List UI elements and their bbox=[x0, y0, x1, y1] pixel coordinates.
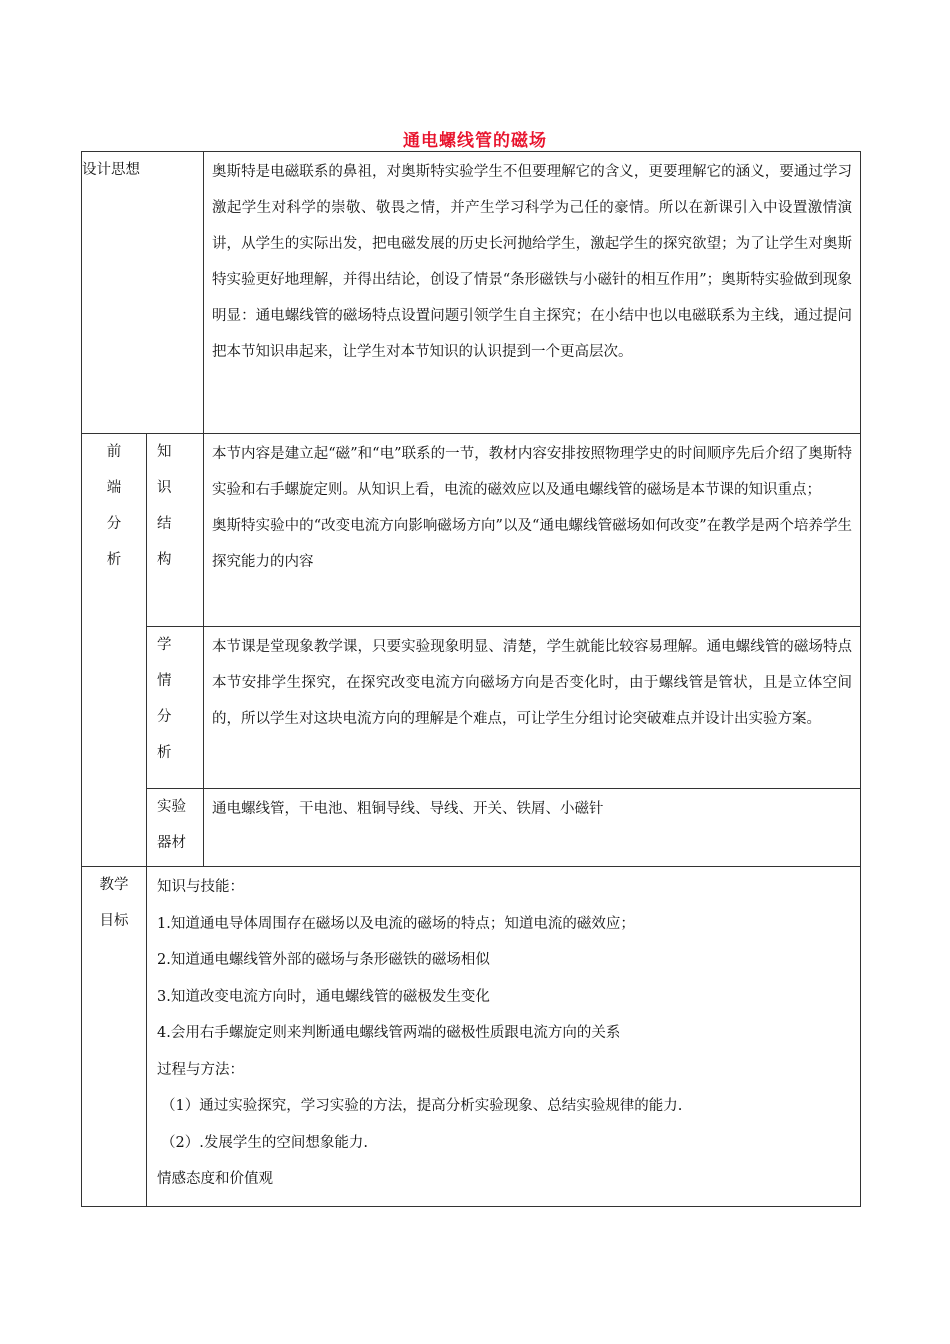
students-row bbox=[82, 627, 861, 789]
equipment-row bbox=[82, 789, 861, 867]
front-label-char: 端 bbox=[106, 480, 122, 496]
front-label-char: 分 bbox=[106, 516, 122, 532]
knowledge-paragraph-2: 奥斯特实验中的“改变电流方向影响磁场方向”以及“通电螺线管磁场如何改变”在教学是两个培养学生探究能力的内容 bbox=[212, 518, 852, 570]
knowledge-paragraph-1: 本节内容是建立起“磁”和“电”联系的一节，教材内容安排按照物理学史的时间顺序先后介绍了奥斯特实验和右手螺旋定则。从知识上看，电流的磁效应以及通电螺线管的磁场是本节课的知识重点； bbox=[212, 446, 852, 498]
equipment-text: 通电螺线管，干电池、粗铜导线、导线、开关、铁屑、小磁针 bbox=[212, 801, 604, 817]
knowledge-label bbox=[147, 434, 204, 627]
students-label bbox=[147, 627, 204, 789]
knowledge-label-char: 知 bbox=[157, 444, 172, 460]
equipment-label-line: 器材 bbox=[157, 835, 186, 851]
page-title: 通电螺线管的磁场 bbox=[403, 131, 547, 151]
goals-item: 4.会用右手螺旋定则来判断通电螺线管两端的磁极性质跟电流方向的关系 bbox=[157, 1025, 621, 1041]
goals-heading-process: 过程与方法： bbox=[157, 1061, 244, 1078]
lesson-plan-table bbox=[81, 151, 861, 1207]
students-text: 本节课是堂现象教学课，只要实验现象明显、清楚，学生就能比较容易理解。通电螺线管的磁场特点本节安排学生探究，在探究改变电流方向磁场方向是否变化时，由于螺线管是管状，且是立体空间的，所以学生对这块电流方向的理解是个难点，可让学生分组讨论突破难点并设计出实验方案。 bbox=[212, 639, 852, 727]
design-label: 设计思想 bbox=[82, 152, 204, 434]
goals-cell bbox=[147, 867, 861, 1207]
goals-heading-knowledge: 知识与技能： bbox=[157, 879, 244, 895]
students-label-char: 学 bbox=[157, 637, 172, 653]
goals-row bbox=[82, 867, 861, 1207]
equipment-label bbox=[147, 789, 204, 867]
equipment-cell bbox=[204, 789, 861, 867]
knowledge-label-char: 构 bbox=[157, 552, 172, 568]
goals-heading-attitude: 情感态度和价值观 bbox=[157, 1171, 273, 1187]
knowledge-label-char: 结 bbox=[157, 516, 172, 532]
front-analysis-label bbox=[82, 434, 147, 867]
front-label-char: 析 bbox=[106, 552, 122, 568]
goals-label-line: 教学 bbox=[99, 877, 129, 893]
goals-label bbox=[82, 867, 147, 1207]
knowledge-label-char: 识 bbox=[157, 480, 172, 496]
equipment-label-line: 实验 bbox=[157, 799, 186, 815]
students-cell bbox=[204, 627, 861, 789]
goals-item: （2）.发展学生的空间想象能力. bbox=[161, 1134, 368, 1151]
design-cell bbox=[204, 152, 861, 434]
goals-label-line: 目标 bbox=[99, 913, 129, 929]
design-text: 奥斯特是电磁联系的鼻祖，对奥斯特实验学生不但要理解它的含义，更要理解它的涵义，要通过学习激起学生对科学的崇敬、敬畏之情，并产生学习科学为己任的豪情。所以在新课引入中设置激情演讲，从学生的实际出发，把电磁发展的历史长河抛给学生，激起学生的探究欲望；为了让学生对奥斯特实验更好地理解，并得出结论，创设了情景“条形磁铁与小磁针的相互作用”；奥斯特实验做到现象明显：通电螺线管的磁场特点设置问题引领学生自主探究；在小结中也以电磁联系为主线，通过提问把本节知识串起来，让学生对本节知识的认识提到一个更高层次。 bbox=[212, 164, 852, 360]
students-label-char: 析 bbox=[157, 745, 172, 761]
goals-item: （1）通过实验探究，学习实验的方法，提高分析实验现象、总结实验规律的能力. bbox=[161, 1098, 683, 1114]
knowledge-row bbox=[82, 434, 861, 627]
goals-item: 1.知道通电导体周围存在磁场以及电流的磁场的特点；知道电流的磁效应； bbox=[157, 915, 635, 932]
goals-list bbox=[147, 867, 860, 1206]
front-label-char: 前 bbox=[106, 444, 122, 460]
goals-item: 3.知道改变电流方向时，通电螺线管的磁极发生变化 bbox=[157, 988, 490, 1005]
students-label-char: 情 bbox=[157, 673, 172, 689]
design-row bbox=[82, 152, 861, 434]
knowledge-cell bbox=[204, 434, 861, 627]
goals-item: 2.知道通电螺线管外部的磁场与条形磁铁的磁场相似 bbox=[157, 952, 490, 968]
students-label-char: 分 bbox=[157, 709, 172, 725]
